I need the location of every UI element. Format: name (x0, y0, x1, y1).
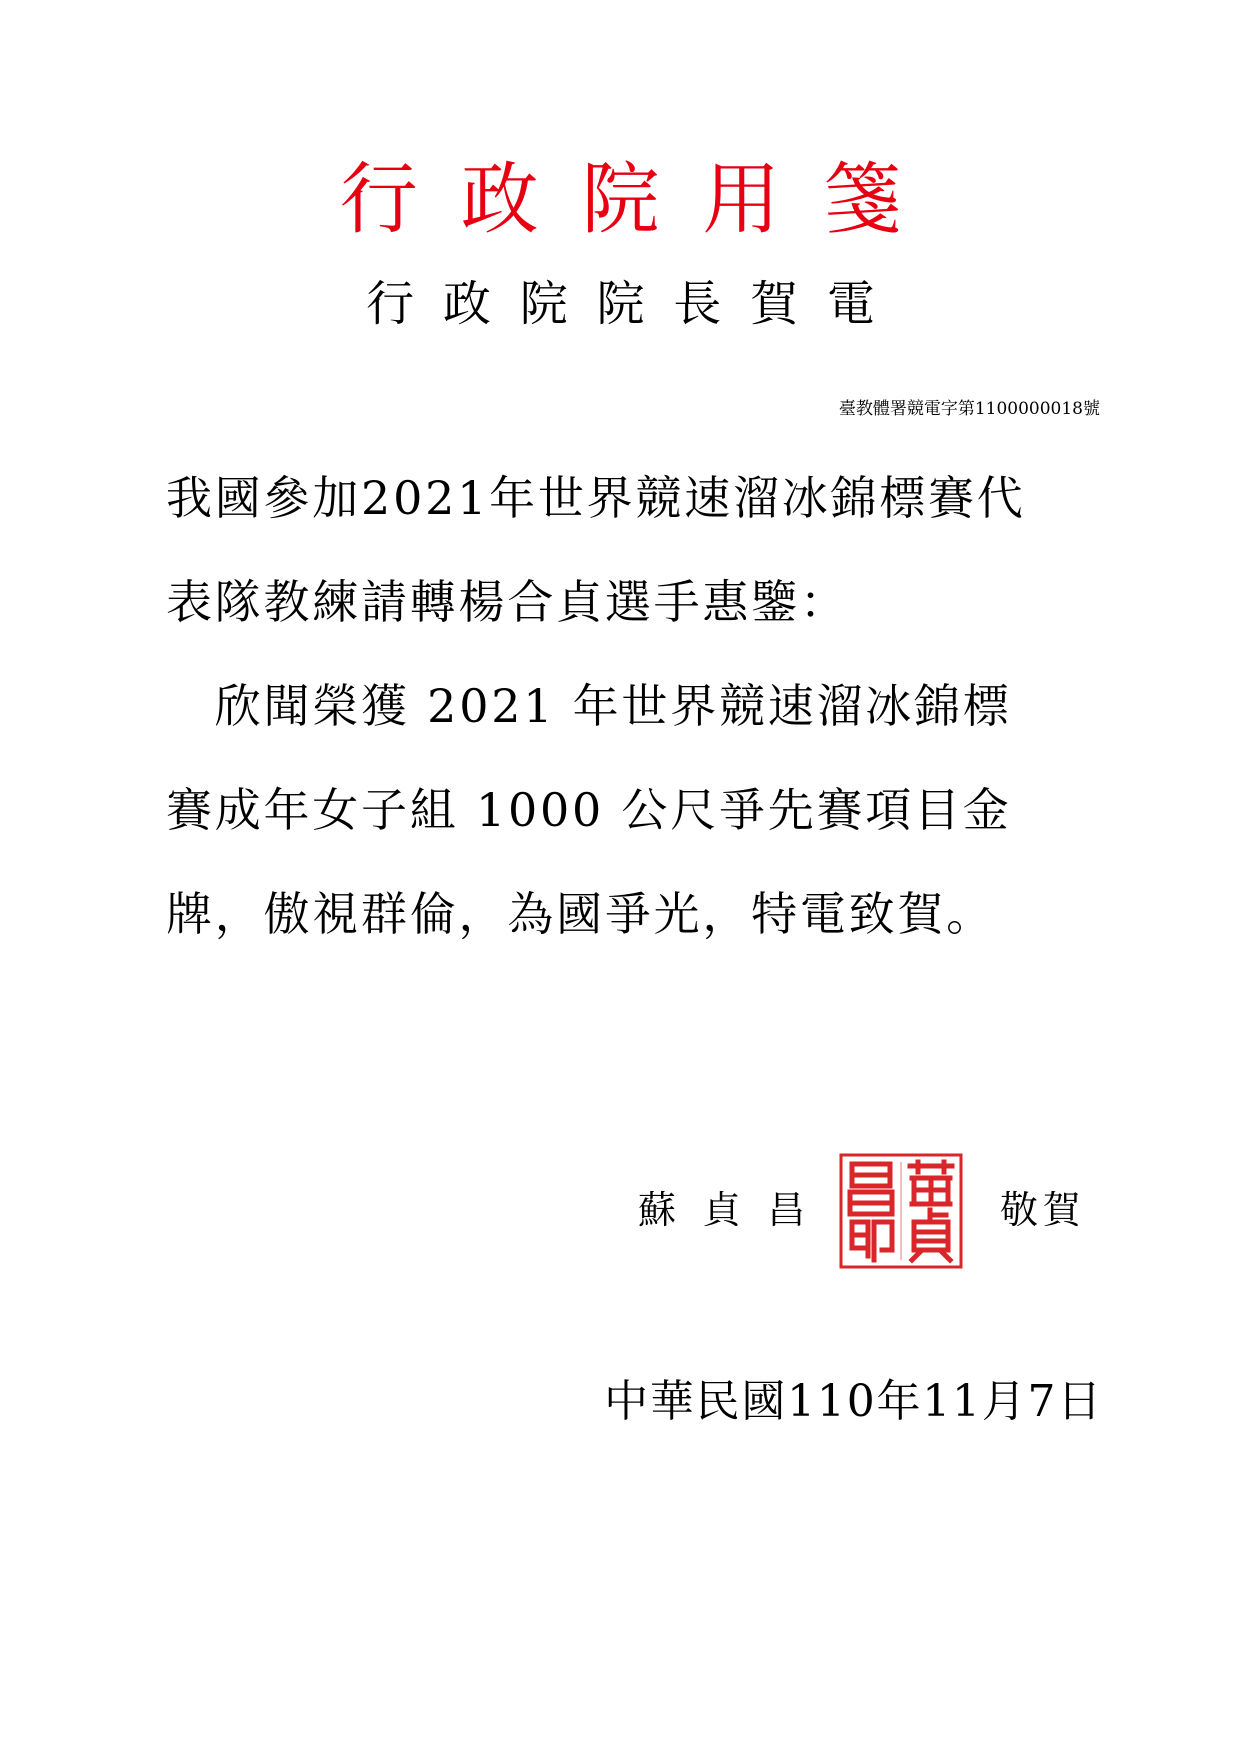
signature-block (0, 1148, 1241, 1278)
document-subtitle: 行政院院長賀電 (366, 276, 904, 332)
seal-stamp-icon (838, 1152, 964, 1270)
letterhead-title: 行政院用箋 (339, 155, 945, 245)
signer-name: 蘇貞昌 (638, 1188, 832, 1232)
body-line-5: 牌，傲視群倫，為國爭光，特電致賀。 (166, 887, 995, 941)
document-date: 中華民國110年11月7日 (604, 1376, 1103, 1427)
body-line-1: 我國參加2021年世界競速溜冰錦標賽代 (166, 471, 1026, 525)
message-body (166, 446, 1106, 966)
body-line-4: 賽成年女子組 1000 公尺爭先賽項目金 (166, 783, 1012, 837)
body-line-2: 表隊教練請轉楊合貞選手惠鑒： (166, 575, 849, 629)
closing-salutation: 敬賀 (1000, 1188, 1086, 1232)
body-line-3: 欣聞榮獲 2021 年世界競速溜冰錦標 (166, 679, 1012, 733)
document-number: 臺教體署競電字第1100000018號 (838, 399, 1100, 419)
